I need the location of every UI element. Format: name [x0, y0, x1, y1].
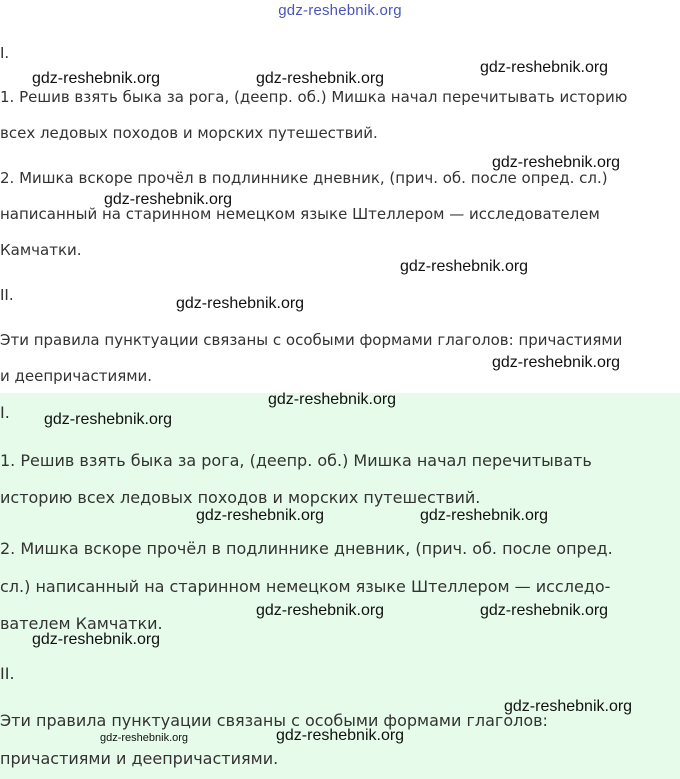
watermark: gdz-reshebnik.org: [492, 154, 621, 171]
watermark: gdz-reshebnik.org: [504, 698, 633, 715]
answer-block-highlighted: [0, 393, 680, 779]
rule-line-2: и деепричастиями.: [0, 367, 153, 385]
rule-line-2: причастиями и деепричастиями.: [0, 749, 279, 768]
item-2-line-3: Камчатки.: [0, 241, 82, 259]
watermark: gdz-reshebnik.org: [256, 70, 385, 87]
roman-numeral-1: I.: [0, 403, 10, 422]
roman-numeral-2: II.: [0, 286, 14, 304]
watermark: gdz-reshebnik.org: [268, 391, 397, 408]
watermark-small: gdz-reshebnik.org: [100, 732, 189, 744]
watermark: gdz-reshebnik.org: [176, 295, 305, 312]
watermark: gdz-reshebnik.org: [44, 411, 173, 428]
item-2-line-1: 2. Мишка вскоре прочёл в подлиннике дневник, (прич. об. после опред. сл.): [0, 169, 608, 187]
rule-line-1: Эти правила пунктуации связаны с особыми формами глаголов: причастиями: [0, 331, 623, 349]
item-1-line-2: историю всех ледовых походов и морских путешествий.: [0, 488, 481, 507]
roman-numeral-2: II.: [0, 664, 15, 683]
watermark: gdz-reshebnik.org: [420, 507, 549, 524]
item-1-line-1: 1. Решив взять быка за рога, (деепр. об.) Мишка начал перечитывать историю: [0, 88, 628, 106]
site-watermark-header: gdz-reshebnik.org: [278, 2, 402, 19]
item-2-line-3: вателем Камчатки.: [0, 614, 163, 633]
watermark: gdz-reshebnik.org: [104, 191, 233, 208]
item-1-line-2: всех ледовых походов и морских путешествий.: [0, 124, 378, 142]
watermark: gdz-reshebnik.org: [32, 70, 161, 87]
item-1-line-1: 1. Решив взять быка за рога, (деепр. об.) Мишка начал перечитывать: [0, 451, 592, 470]
rule-line-1: Эти правила пунктуации связаны с особыми формами глаголов:: [0, 711, 548, 730]
roman-numeral-1: I.: [0, 44, 10, 62]
item-2-line-2: написанный на старинном немецком языке Штеллером — исследователем: [0, 205, 600, 223]
watermark: gdz-reshebnik.org: [196, 507, 325, 524]
watermark: gdz-reshebnik.org: [480, 59, 609, 76]
item-2-line-2: сл.) написанный на старинном немецком языке Штеллером — исследо-: [0, 577, 611, 596]
watermark: gdz-reshebnik.org: [480, 602, 609, 619]
watermark: gdz-reshebnik.org: [276, 727, 405, 744]
item-2-line-1: 2. Мишка вскоре прочёл в подлиннике дневник, (прич. об. после опред.: [0, 539, 613, 558]
watermark: gdz-reshebnik.org: [492, 354, 621, 371]
watermark: gdz-reshebnik.org: [400, 258, 529, 275]
watermark: gdz-reshebnik.org: [32, 631, 161, 648]
watermark: gdz-reshebnik.org: [256, 602, 385, 619]
